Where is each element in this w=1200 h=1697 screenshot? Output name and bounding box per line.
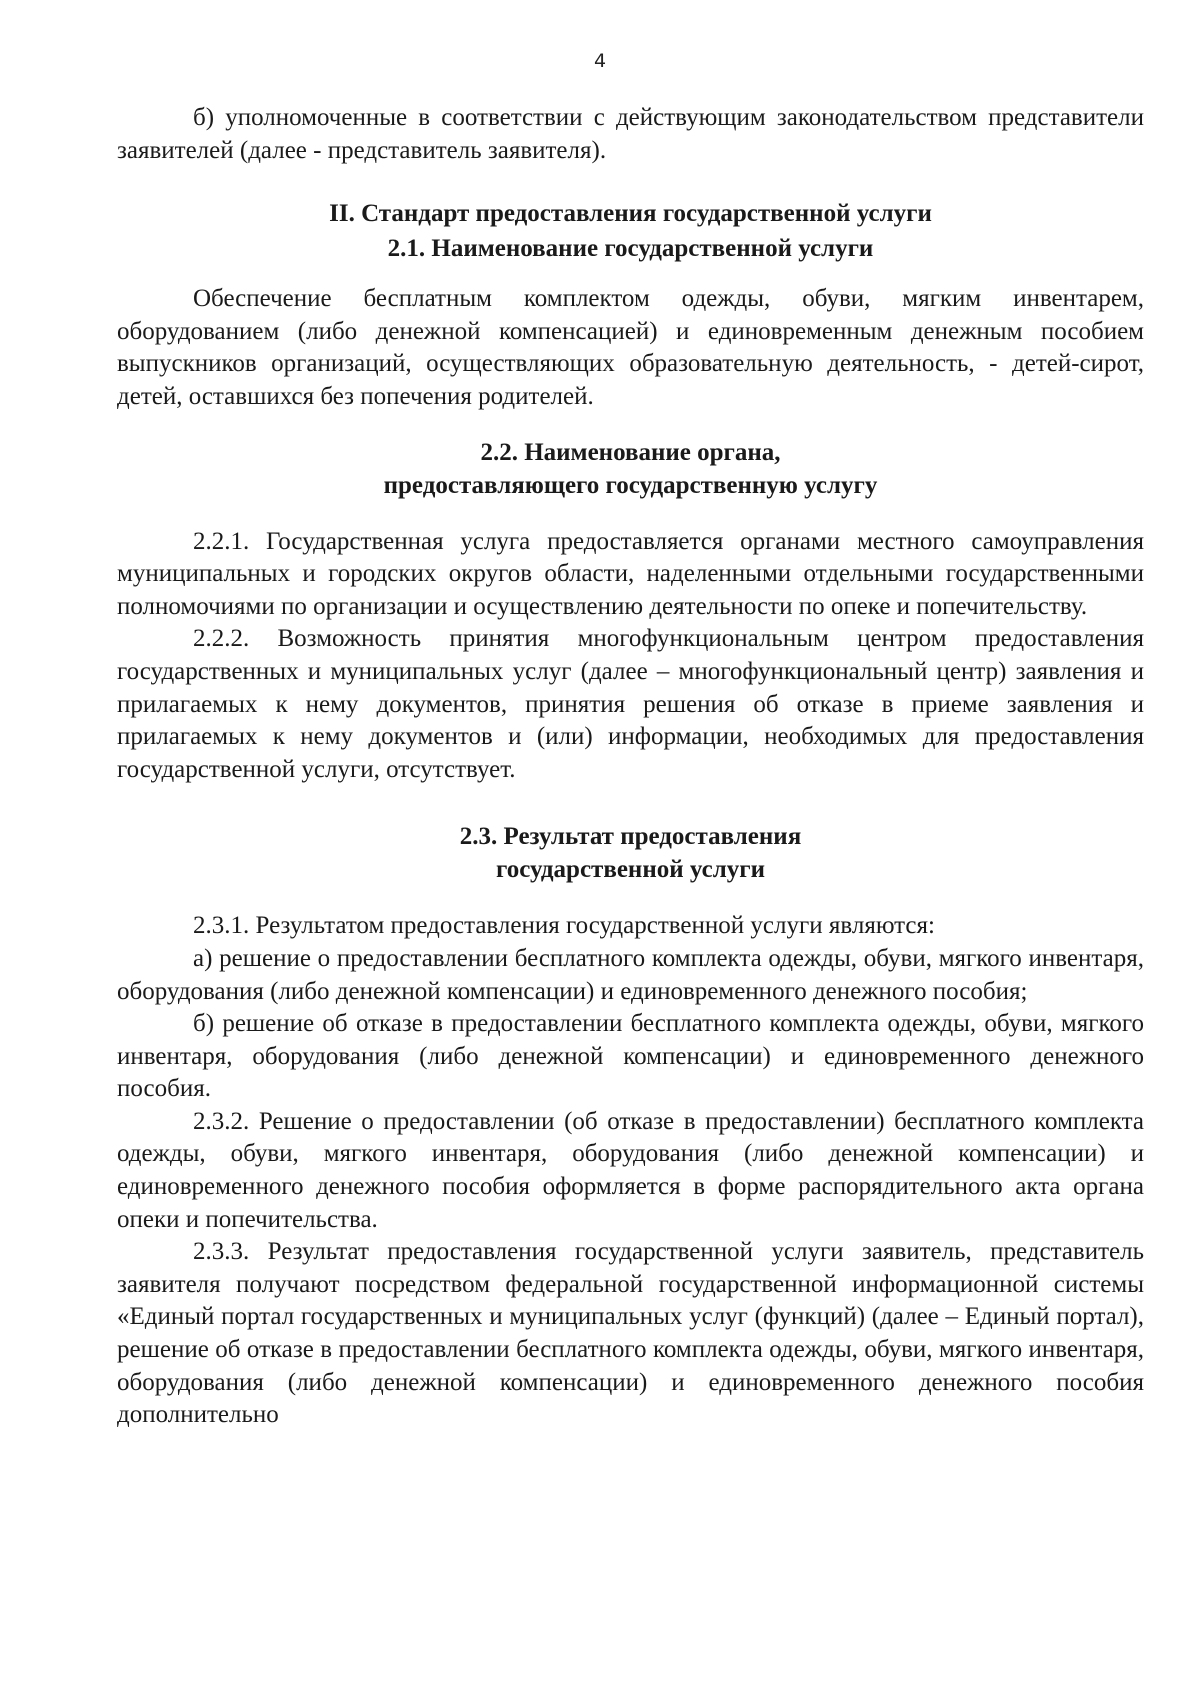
heading-2-2 [117,436,1144,502]
paragraph-2-3-3: 2.3.3. Результат предоставления государственной услуги заявитель, представитель заявителя получают посредством федеральной государственной информационной системы «Единый портал государственных и муниципальных услуг (функций) (далее – Единый портал), решение об отказе в предоставлении бесплатного комплекта одежды, обуви, мягкого инвентаря, оборудования (либо денежной компенсации) и единовременного денежного пособия дополнительно [117,1238,1144,1429]
paragraph-2-2-2: 2.2.2. Возможность принятия многофункциональным центром предоставления государственных и муниципальных услуг (далее – многофункциональный центр) заявления и прилагаемых к нему документов, принятия решения об отказе в приеме заявления и прилагаемых к нему документов и (или) информации, необходимых для предоставления государственной услуги, отсутствует. [117,625,1144,783]
heading-2-3-line2: государственной услуги [495,856,766,884]
heading-2-3 [117,820,1144,886]
heading-2-2-line2: предоставляющего государственную услугу [383,471,878,499]
paragraph-2-3-1-a: а) решение о предоставлении бесплатного комплекта одежды, обуви, мягкого инвентаря, оборудования (либо денежной компенсации) и единовременного денежного пособия; [117,944,1144,1005]
paragraph-2-3-1: 2.3.1. Результатом предоставления государственной услуги являются: [193,912,935,940]
paragraph-part-b: б) уполномоченные в соответствии с действующим законодательством представители заявителей (далее - представитель заявителя). [117,104,1144,164]
heading-2-3-line1: 2.3. Результат предоставления [459,823,802,851]
page-number: 4 [593,50,607,72]
paragraph-2-2-1: 2.2.1. Государственная услуга предоставляется органами местного самоуправления муниципальных и городских округов области, наделенными отдельными государственными полномочиями по организации и осуществлению деятельности по опеке и попечительству. [117,527,1144,620]
paragraph-2-3-2: 2.3.2. Решение о предоставлении (об отказе в предоставлении) бесплатного комплекта одежды, обуви, мягкого инвентаря, оборудования (либо денежной компенсации) и единовременного денежного пособия оформляется в форме распорядительного акта органа опеки и попечительства. [117,1107,1144,1233]
document-body [117,102,1144,1432]
heading-2-2-line1: 2.2. Наименование органа, [480,438,781,466]
paragraph-2-1: Обеспечение бесплатным комплектом одежды, обуви, мягким инвентарем, оборудованием (либо денежной компенсацией) и единовременным денежным пособием выпускников организаций, осуществляющих образовательную деятельность, - детей-сирот, детей, оставшихся без попечения родителей. [117,285,1144,410]
paragraph-2-3-1-b: б) решение об отказе в предоставлении бесплатного комплекта одежды, обуви, мягкого инвентаря, оборудования (либо денежной компенсации) и единовременного денежного пособия. [117,1010,1144,1103]
heading-part-ii: II. Стандарт предоставления государственной услуги [329,200,932,228]
heading-2-1: 2.1. Наименование государственной услуги [387,235,874,263]
